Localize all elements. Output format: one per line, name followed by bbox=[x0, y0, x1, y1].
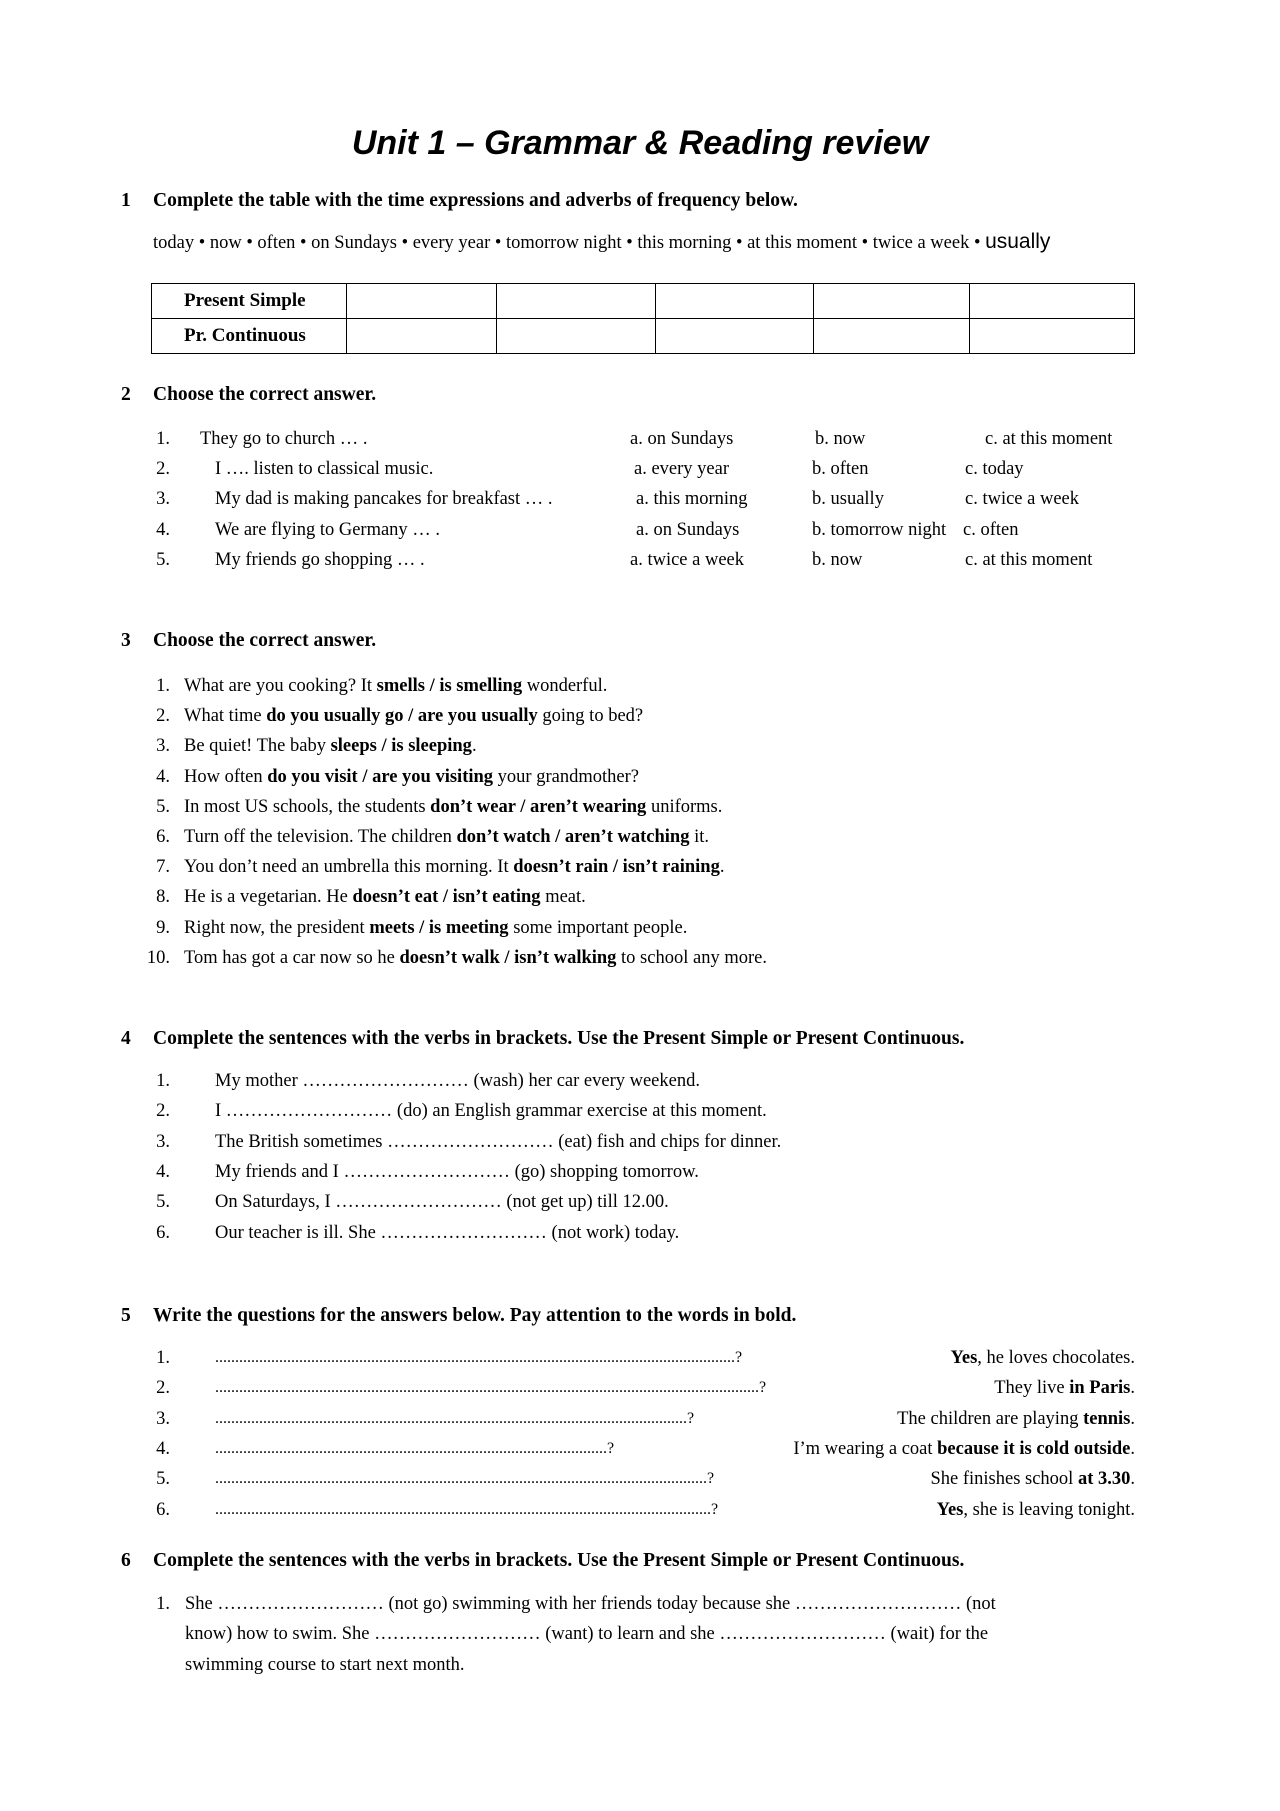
answer-cell[interactable] bbox=[813, 319, 969, 354]
section-number: 3 bbox=[121, 630, 131, 651]
answer-cell[interactable] bbox=[497, 319, 655, 354]
option-b[interactable]: b. usually bbox=[812, 489, 884, 509]
section-number: 1 bbox=[121, 190, 131, 211]
answer-keyword: because it is cold outside bbox=[937, 1438, 1131, 1459]
sentence-start: In most US schools, the students bbox=[184, 796, 431, 817]
option-a[interactable]: a. on Sundays bbox=[630, 429, 734, 449]
item-number: 2. bbox=[156, 1101, 170, 1122]
item-number: 9. bbox=[156, 917, 170, 938]
table-row bbox=[152, 284, 1135, 319]
sentence-start: What are you cooking? It bbox=[184, 676, 377, 696]
sentence-start: Tom has got a car now so he bbox=[184, 947, 400, 968]
item-number: 4. bbox=[156, 1161, 170, 1182]
answer-blank[interactable]: ...........................................................................................................................? bbox=[215, 1470, 715, 1488]
item-number: 2. bbox=[156, 1378, 170, 1399]
sentence bbox=[184, 915, 687, 941]
page-title: Unit 1 – Grammar & Reading review bbox=[351, 124, 929, 162]
paragraph-line: She ……………………… (not go) swimming with her friends today because she ……………………… (not bbox=[185, 1594, 996, 1614]
sentence[interactable]: On Saturdays, I ……………………… (not get up) till 12.00. bbox=[215, 1192, 669, 1213]
section-instruction: Choose the correct answer. bbox=[153, 384, 377, 405]
sentence bbox=[184, 673, 607, 699]
answer-end: . bbox=[1130, 1438, 1135, 1459]
item-number: 1. bbox=[156, 1071, 170, 1091]
answer-start: She finishes school bbox=[930, 1469, 1078, 1490]
answer-start: They live bbox=[994, 1378, 1070, 1399]
section-2-heading bbox=[121, 382, 376, 408]
option-b[interactable]: b. now bbox=[812, 550, 863, 570]
answer-choice[interactable]: doesn’t walk / isn’t walking bbox=[399, 947, 617, 968]
item-number: 2. bbox=[156, 706, 170, 727]
sentence bbox=[184, 824, 709, 850]
item-number: 1. bbox=[156, 1594, 170, 1614]
option-c[interactable]: c. at this moment bbox=[965, 550, 1093, 570]
option-c[interactable]: c. twice a week bbox=[965, 489, 1080, 509]
section-6-heading bbox=[121, 1548, 964, 1574]
item-number: 5. bbox=[156, 1469, 170, 1490]
answer-blank[interactable]: ........................................................................................................................................? bbox=[215, 1379, 767, 1397]
answer-start: The children are playing bbox=[897, 1408, 1084, 1429]
answer-cell[interactable] bbox=[346, 284, 496, 319]
tense-table bbox=[151, 283, 1135, 354]
given-answer bbox=[994, 1375, 1135, 1401]
section-number: 6 bbox=[121, 1550, 131, 1571]
section-number: 2 bbox=[121, 384, 131, 405]
item-number: 6. bbox=[156, 1499, 170, 1520]
option-b[interactable]: b. tomorrow night bbox=[812, 520, 947, 540]
answer-start: I’m wearing a coat bbox=[793, 1438, 938, 1459]
item-number: 6. bbox=[156, 1222, 170, 1243]
sentence[interactable]: I ……………………… (do) an English grammar exercise at this moment. bbox=[215, 1101, 767, 1122]
option-a[interactable]: a. twice a week bbox=[630, 550, 745, 570]
sentence bbox=[184, 945, 767, 971]
option-b[interactable]: b. now bbox=[815, 429, 866, 449]
answer-choice[interactable]: do you usually go / are you usually bbox=[266, 706, 538, 727]
word-bank bbox=[153, 229, 1050, 256]
question-line bbox=[215, 1436, 1135, 1462]
section-instruction: Complete the sentences with the verbs in brackets. Use the Present Simple or Present Continuous. bbox=[153, 1550, 965, 1571]
item-number: 10. bbox=[146, 947, 170, 968]
option-b[interactable]: b. often bbox=[812, 459, 869, 479]
section-5-heading bbox=[121, 1303, 796, 1329]
item-number: 6. bbox=[156, 827, 170, 847]
answer-end: . bbox=[1130, 1378, 1135, 1399]
sentence-start: How often bbox=[184, 766, 268, 787]
answer-keyword: Yes bbox=[950, 1348, 978, 1368]
answer-choice[interactable]: meets / is meeting bbox=[369, 917, 509, 938]
answer-keyword: at 3.30 bbox=[1077, 1469, 1131, 1490]
question-line bbox=[215, 1466, 1135, 1492]
sentence-start: Be quiet! The baby bbox=[184, 736, 331, 757]
answer-choice[interactable]: do you visit / are you visiting bbox=[267, 766, 494, 787]
section-instruction: Write the questions for the answers below. Pay attention to the words in bold. bbox=[153, 1305, 797, 1326]
item-number: 1. bbox=[156, 1348, 170, 1368]
item-number: 7. bbox=[156, 857, 170, 878]
sentence bbox=[184, 733, 477, 759]
item-number: 8. bbox=[156, 887, 170, 908]
option-c[interactable]: c. today bbox=[965, 459, 1024, 479]
sentence-end: meat. bbox=[540, 887, 586, 908]
sentence-start: Right now, the president bbox=[184, 917, 370, 938]
given-answer bbox=[793, 1436, 1135, 1462]
sentence-end: going to bed? bbox=[537, 706, 644, 727]
section-number: 5 bbox=[121, 1305, 131, 1326]
given-answer bbox=[897, 1406, 1135, 1432]
item-number: 5. bbox=[156, 796, 170, 817]
option-c[interactable]: c. at this moment bbox=[985, 429, 1113, 449]
sentence-end: your grandmother? bbox=[493, 766, 639, 787]
sentence-end: . bbox=[471, 736, 477, 757]
sentence-start: You don’t need an umbrella this morning. It bbox=[184, 857, 514, 878]
question-line bbox=[215, 1406, 1135, 1432]
section-1-heading bbox=[121, 188, 798, 214]
answer-blank[interactable]: ......................................................................................................................? bbox=[215, 1409, 695, 1427]
sentence bbox=[184, 764, 639, 790]
sentence-end: wonderful. bbox=[522, 676, 608, 696]
item-number: 5. bbox=[156, 1192, 170, 1213]
sentence bbox=[184, 703, 643, 729]
sentence-start: What time bbox=[184, 706, 267, 727]
sentence bbox=[184, 884, 586, 910]
section-number: 4 bbox=[121, 1028, 131, 1049]
section-instruction: Complete the table with the time expressions and adverbs of frequency below. bbox=[153, 190, 798, 211]
sentence-end: . bbox=[719, 857, 725, 878]
answer-end: . bbox=[1130, 1408, 1135, 1429]
sentence bbox=[184, 854, 724, 880]
item-number: 4. bbox=[156, 1438, 170, 1459]
item-number: 4. bbox=[156, 766, 170, 787]
item-number: 3. bbox=[156, 1408, 170, 1429]
section-instruction: Complete the sentences with the verbs in brackets. Use the Present Simple or Present Continuous. bbox=[153, 1028, 965, 1049]
answer-choice[interactable]: sleeps / is sleeping bbox=[330, 736, 472, 757]
option-a[interactable]: a. every year bbox=[634, 459, 730, 479]
answer-cell[interactable] bbox=[970, 284, 1135, 319]
sentence[interactable]: Our teacher is ill. She ……………………… (not work) today. bbox=[215, 1222, 680, 1243]
item-number: 1. bbox=[156, 676, 170, 696]
section-3-heading bbox=[121, 628, 376, 654]
given-answer bbox=[930, 1466, 1135, 1492]
paragraph-line: know) how to swim. She ……………………… (want) to learn and she ……………………… (wait) for the bbox=[185, 1624, 989, 1644]
sentence bbox=[184, 794, 722, 820]
option-a[interactable]: a. this morning bbox=[636, 489, 748, 509]
answer-cell[interactable] bbox=[346, 319, 496, 354]
row-label: Present Simple bbox=[152, 284, 347, 319]
answer-blank[interactable]: ..................................................................................................................................? bbox=[215, 1349, 743, 1366]
answer-cell[interactable] bbox=[655, 284, 813, 319]
table-row bbox=[152, 319, 1135, 354]
answer-keyword: tennis bbox=[1083, 1408, 1131, 1429]
section-instruction: Choose the correct answer. bbox=[153, 630, 377, 651]
answer-cell[interactable] bbox=[655, 319, 813, 354]
sentence-start: He is a vegetarian. He bbox=[184, 887, 353, 908]
question-line bbox=[215, 1345, 1135, 1371]
sentence-end: some important people. bbox=[508, 917, 688, 938]
given-answer bbox=[937, 1497, 1135, 1523]
answer-blank[interactable]: ..................................................................................................? bbox=[215, 1439, 615, 1457]
sentence-end: to school any more. bbox=[616, 947, 767, 968]
answer-keyword: in Paris bbox=[1069, 1378, 1131, 1399]
option-a[interactable]: a. on Sundays bbox=[636, 520, 740, 540]
paragraph-line: swimming course to start next month. bbox=[185, 1655, 465, 1675]
sentence-end: uniforms. bbox=[646, 796, 723, 817]
option-c[interactable]: c. often bbox=[963, 520, 1019, 540]
answer-end: , she is leaving tonight. bbox=[963, 1499, 1135, 1520]
item-number: 3. bbox=[156, 736, 170, 757]
answer-end: . bbox=[1130, 1469, 1135, 1490]
sentence[interactable]: The British sometimes ……………………… (eat) fish and chips for dinner. bbox=[215, 1131, 782, 1152]
answer-cell[interactable] bbox=[970, 319, 1135, 354]
answer-end: , he loves chocolates. bbox=[977, 1348, 1135, 1368]
sentence[interactable]: My mother ……………………… (wash) her car every weekend. bbox=[215, 1071, 700, 1091]
question-line bbox=[215, 1375, 1135, 1401]
sentence-end: it. bbox=[689, 827, 709, 847]
answer-choice[interactable]: doesn’t eat / isn’t eating bbox=[352, 887, 541, 908]
answer-cell[interactable] bbox=[813, 284, 969, 319]
answer-choice[interactable]: doesn’t rain / isn’t raining bbox=[513, 857, 720, 878]
answer-choice[interactable]: don’t wear / aren’t wearing bbox=[430, 796, 647, 817]
answer-choice[interactable]: smells / is smelling bbox=[376, 676, 523, 696]
section-4-heading bbox=[121, 1026, 964, 1052]
given-answer bbox=[951, 1345, 1135, 1371]
sentence[interactable]: My friends and I ……………………… (go) shopping tomorrow. bbox=[215, 1161, 699, 1182]
answer-keyword: Yes bbox=[936, 1499, 964, 1520]
item-number: 3. bbox=[156, 1131, 170, 1152]
answer-blank[interactable]: ............................................................................................................................? bbox=[215, 1500, 719, 1518]
sentence-start: Turn off the television. The children bbox=[184, 827, 457, 847]
row-label: Pr. Continuous bbox=[152, 319, 347, 354]
worksheet-page: Unit 1 – Grammar & Reading review 1 Complete the table with the time expressions and adverbs of frequency below. today • now • often • on Sundays • every year • tomorrow night • this morning • at this moment • twice a week • usually Present Simple Pr. Continuous 2 Choose the correct answer. 1. They go to church … . a. on Sundays b. now c. at this moment 2. I …. listen to classical music. a. every year b. often c. today 3. My dad is making pancakes for breakfast … . a. this morning b. usually c. twice a week 4. We are flying to Germany … . a. on Sundays b. tomorrow night c. often 5. My friends go shopping … . a. twice a week b. now c. at this moment 3 Choose the correct answer. 1. What are you cooking? It smells / is smelling wonderful. 2. What time do you usually go / are you usually going to bed? 3. Be quiet! The baby sleeps / is sleeping. 4. How often do you visit / are you visiting your grandmother? 5. In most US schools, the students don’t wear / aren’t wearing uniforms. 6. Turn off the television. The children don’t watch / aren’t watching it. 7. You don’t need an umbrella this morning. It doesn’t rain / isn’t raining. 8. He is a vegetarian. He doesn’t eat / isn’t eating meat. 9. Right now, the president meets / is meeting some important people. 10. Tom has got a car now so he doesn’t walk / isn’t walking to school any more. 4 Complete the sentences with the verbs in brackets. Use the Present Simple or Present Continuous. 1. My mother ……………………… (wash) her car every weekend. 2. I ……………………… (do) an English grammar exercise at this moment. 3. The British sometimes ……………………… (eat) fish and chips for dinner. 4. My friends and I ……………………… (go) shopping tomorrow. 5. On Saturdays, I ……………………… (not get up) till 12.00. 6. Our teacher is ill. She ……………………… (not work) today. 5 Write the questions for the answers below. Pay attention to the words in bold. 1. ..................................................................................................................................? Yes, he loves chocolates. 2. ........................................................................................................................................? They live in Paris. 3. ......................................................................................................................? The children are playing tennis. 4. ..................................................................................................? I’m wearing a coat because it is cold outside. 5. ...........................................................................................................................? She finishes school at 3.30. 6. ............................................................................................................................? Yes, she is leaving tonight. 6 Complete the sentences with the verbs in brackets. Use the Present Simple or Present Continuous. 1. She ……………………… (not go) swimming with her friends today because she ……………………… (not know) how to swim. She ……………………… (want) to learn and she ……………………… (wait) for the swimming course to start next month. bbox=[0, 0, 1280, 1811]
word-bank-list: today • now • often • on Sundays • every year • tomorrow night • this morning • at this moment • twice a week • bbox=[153, 233, 981, 253]
answer-choice[interactable]: don’t watch / aren’t watching bbox=[456, 827, 690, 847]
question-line bbox=[215, 1497, 1135, 1523]
answer-cell[interactable] bbox=[497, 284, 655, 319]
word-bank-last-word: usually bbox=[985, 230, 1051, 253]
